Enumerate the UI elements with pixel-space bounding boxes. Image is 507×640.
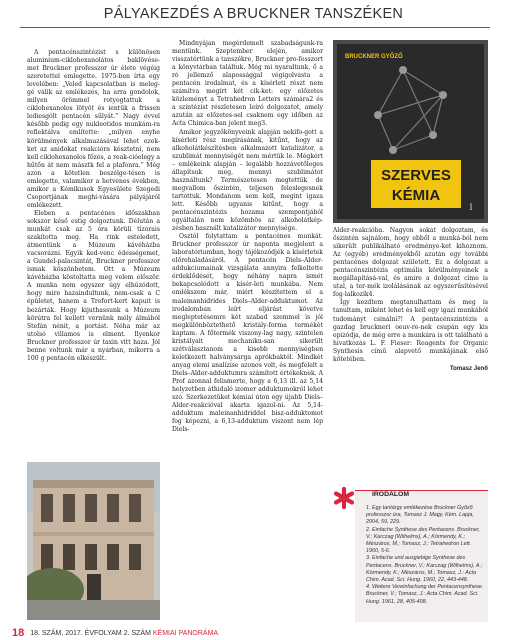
header-divider	[20, 27, 490, 28]
paragraph: Amikor jegyzőkönyveink alapján nekifo-gott a kísérleti rész megírásának, kitűnt, hogy az alkoholátkészítésben alkalmazott katalizátor, a szublimát mennyiségét nem mértük le. Mégkért – emlékeink alapján – legalább hozzávetőleges állapítsuk meg, mennyi szublimátot használtunk? Természetesen megtettük de megvallom őszintén, teljesen feleslegesnek tartottuk. Mondanom sem kell, megint igaza lett. Később ugyanis kitűnt, hogy a pentacénszintézis hozama szempontjából egyáltalán nem közömbös az alkoholátkép-zésben használt katalizátor mennyisége.	[172, 128, 323, 233]
references-list	[366, 505, 484, 606]
paragraph: Alder-reakcióba. Nagyon sokat dolgoztam, és őszintén sajnálom, hogy ebből a munká-ból nem sikerült publikálható eredménye-ket kihoznom. Az (egyéb) eredményekből azután egy további pentacénes dolgozat született. Ez a dolgozat a pentacénszintézis optimális körülményeinek a megállapításá-val, és amire a dolgozat címe is utal, a ter-mék izolálásának az egyszerűsítésével fog-lalkozik4.	[333, 227, 488, 299]
building-illustration	[27, 462, 160, 620]
article-column-2	[172, 40, 323, 434]
book-author: BRUCKNER GYŐZŐ	[345, 54, 403, 60]
paragraph: Osztól folytattam a pentacénes munkát. Bruckner professzor úr naponta megjelent a laboratóriumban, hogy tájékozódjék a kísérletek előrehaladásáról. A pentacén Diels–Alder-addukciumainak vizsgálata annyira felkeltette érdeklődését, hogy néhány napra ismét bekapcsolódott a kísér-leti munkába. Nem emlékszem már, miért készítettem el a maleinanhidrides Diels–Alder-adduktumot. Az irodalomban leírt eljárást követve megleptetésemre két szabad szemmel is jól megkülönböztethető kristály-forma termékét kaptam. A főtermék viszony-lag nagy, szintelen kristályait mechaniku-san sikerült szétválasztanom a kisebb mennyiségben keletkezett halványsárga aprókbaktól. Mindkét anyag elemi analízise azonos volt, és megfelelt a Diels–Alder-adduktumra számított értékeknek. A Prof azonnal felismerte, hogy a 6,13 ill. az 5,14 helyzetben áthidaló izomer adduktumokról lehet szó. Szerkezetüket kémiai úton egy újabb Diels–Alder-reakcióval akarta igazol-ni. Az 5,14-adduktum maleinanhidriddel bisz-adduktomot fog képezni, a 6,13-adduktum viszont nem lép Diels-	[172, 233, 323, 434]
author-signature: Tomasz Jenő	[449, 364, 488, 372]
reference-item: 1. Egy tantárgy emlékezése Bruckner Győző professzor úra, Tomasz J. Magy. Kém. Lapja, 2004, 59, 229.	[366, 505, 474, 526]
article-column-1	[27, 49, 160, 363]
book-cover-photo	[333, 40, 488, 223]
reference-item: 2. Einfache Synthese des Pentacens. Bruckner, V.; Karczag (Wilhelms), A.; Körmendy, K.; Mészáros, M.; Tomasz, J.: Tetrahedron Lett. 1960, 5-6.	[366, 526, 480, 555]
reference-item: 4. Weitere Vereinfachung der Pentacensynthese. Bruckner, V.; Tomasz, J.: Acta Chim. Acad. Sci. Hung. 1961, 28, 405-408.	[366, 584, 484, 605]
article-column-3	[333, 227, 488, 373]
page-header-title: PÁLYAKEZDÉS A BRUCKNER TANSZÉKEN	[103, 6, 404, 22]
building-photo	[27, 462, 160, 620]
book-cover-illustration	[333, 40, 488, 223]
reference-item: 3. Einfache und ausgiebige Synthese des Pentacens. Bruckner, V.; Karczag (Wilhelms), A.; Körmendy, K.; Mészáros, M.; Tomasz, J.: Acta Chim. Acad. Sci. Hung. 1960, 22, 443-448.	[366, 555, 483, 584]
page-number: 18	[12, 627, 25, 639]
magazine-name: KÉMIAI PANORÁMA	[152, 630, 219, 637]
paragraph: Mindnyájan megérdemelt szabadságunk-ra mentünk. Szeptember elején, amikor visszatértünk a tanszékre, Bruckner pro-fesszort a könyvtárban találtuk. Még mi nyaraltunk, ő a ró jellemző alapossággal végigolvasta a pentacén irodalmat, és a kísérleti részt nem számítva megírt két cik-ket: egy előzetes közleményt a Tetrahedron Letters számára2 és a szintézist részletesen leíró dolgozatot, amely azután az előzetes-sel csaknem egy időben az Acta Chimica-ban jelent meg3.	[172, 40, 323, 128]
page-footer	[12, 627, 218, 639]
book-title-line1: SZERVES	[381, 167, 451, 184]
paragraph: Eleben a pentacénes időszakban sokszor késő estig dolgoztunk. Délután a munkát csak az 5 óra körüli tízórais szakította meg. Ha rink esteledett, átmentünk a Múzeum kávéházba vacsorázni. Egyik ked-venc édességemet, a Gundel-palacsintát, Bruckner professzor ismak köszönhetem. Ott a Múzeum kávéházba köstoltatta meg velem először. A munka nem egyszer úgy elhúzódott, hogy mire hazaindultunk, nem-csak a C épületet, hanem a Trefort-kert kapuit is bezárták. Hogy kijuthassunk a Múzeum körútra fel kellett vernünk mély álmából Stefán nénit, a portást. Néha már az utolsó villamos is elment. Ilyenkor Bruckner professzor úr taxin vitt haza. Jól benne voltunk már a nyárban, mikorra a 100 g pentacén elkészült.	[27, 209, 160, 362]
book-volume: I	[469, 202, 473, 212]
paragraph: A pentacénszintézist s különösen aluminium-ciklohexanolátos baklövése-met Bruckner professzor úr élete végéig szeretettel emlegette. 1975-ben írta egy levelében: „Veled kapcsolatban is meleg-gé válik az emlékezés, ha arra gondolok, milyen örömmel rotyogtattuk a ciklohexanolos lötyöt és ientük a frissen lediesgólt pentacén sűlyát.” Nagy évvel később pedig egy nukleotidos munkám-ra reflektálva említette: „milyen enyhe körülmények alkalmazásával lehet ezek-ket az anidokat reakcióra késztetni, nem kell ciklohexanolos főzés, a reak-cióelegy a hűtőn át nem másztk fel a plafonra.” Még azon a kötetlen beszélge-tésen is emlegette, valamikor a hetvenes években, amikor a Kémikusok Egyesülete Szegedi Csoportjának meghí-vására pályájáról emlékezett.	[27, 49, 160, 209]
paragraph: Így kezdtem megtanulhattam és meg is tanultam, miként lehet és kell egy igazi munkából tudományt csinálni?! A pentacénszintézis a gazdag bruckneri oeuv-re-nek csupán egy kis epizódja, de még erre a munkára is ott található a hivatkozás L. F. Fieser: Reagents for Organic Synthesis című alapvető munkájának első kötetében.	[333, 299, 488, 363]
asterisk-icon	[332, 486, 356, 510]
references-title: IRODALOM	[372, 491, 410, 498]
issue-info: 18. SZÁM, 2017. ÉVFOLYAM 2. SZÁM	[30, 630, 151, 637]
book-title-line2: KÉMIA	[391, 187, 441, 204]
